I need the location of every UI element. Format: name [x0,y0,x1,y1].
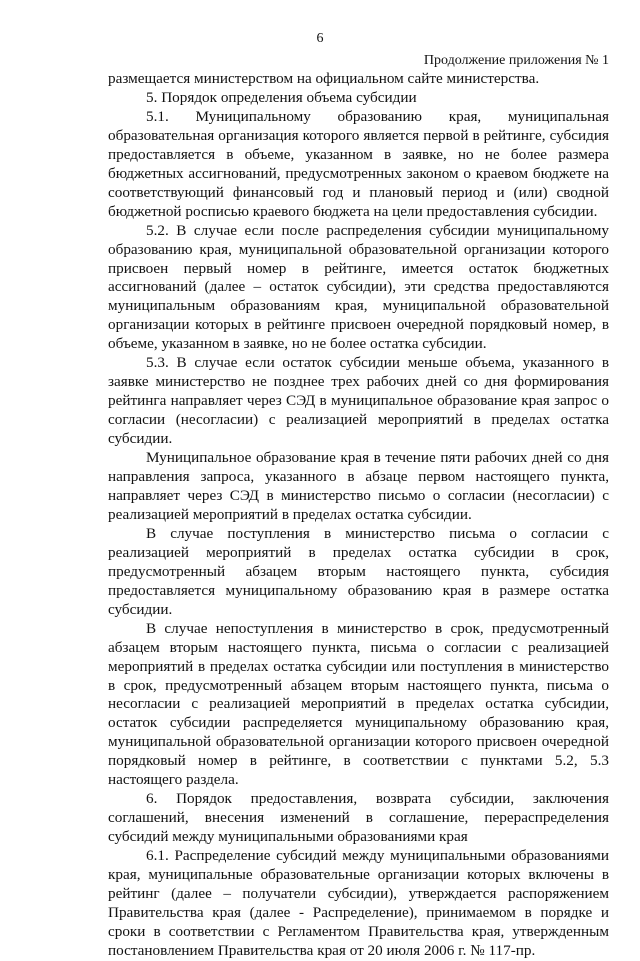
page-number: 6 [316,31,324,46]
paragraph-5-3: 5.3. В случае если остаток субсидии меньше объема, указанного в заявке министерство не позднее трех рабочих дней со дня формирования рейтинга направляет через СЭД в муниципальное образование края запрос о согласии (несогласии) с реализацией мероприятий в пределах остатка субсидии. [108,354,609,448]
paragraph-continuation: размещается министерством на официальном сайте министерства. [108,70,540,87]
paragraph-5-2: 5.2. В случае если после распределения субсидии муниципальному образованию края, муниципальной образовательной организации которого присвоен первый номер в рейтинге, имеется остаток бюджетных ассигнований (далее – остаток субсидии), эти средства предоставляются муниципальным образованиям края, муниципальной образовательной организации которых в рейтинге присвоен очередной порядковый номер, в объеме, указанном в заявке, но не более остатка субсидии. [108,221,609,353]
document-body [108,70,609,961]
paragraph-6-1: 6.1. Распределение субсидий между муниципальными образованиями края, муниципальные образовательные организации которых включены в рейтинг (далее – получатели субсидии), утверждается распоряжением Правительства края (далее - Распределение), принимаемом в порядке и сроки в соответствии с Регламентом Правительства края, утвержденным постановлением Правительства края от 20 июля 2006 г. № 117-пр. [108,847,609,959]
appendix-continuation-note: Продолжение приложения № 1 [423,53,609,68]
section-6-heading: 6. Порядок предоставления, возврата субсидии, заключения соглашений, внесения изменений в соглашение, перераспределения субсидий между муниципальными образованиями края [108,790,609,846]
paragraph-5-3-fourth: В случае непоступления в министерство в срок, предусмотренный абзацем вторым настоящего пункта, письма о согласии с реализацией мероприятий в пределах остатка субсидии или поступления в министерство в срок, предусмотренный абзацем вторым настоящего пункта, письма о несогласии с реализацией мероприятий в пределах остатка субсидии, остаток субсидии распределяется муниципальному образованию края, муниципальной образовательной организации которого присвоен очередной порядковый номер в рейтинге, в соответствии с пунктами 5.2, 5.3 настоящего раздела. [108,619,609,789]
section-5-heading: 5. Порядок определения объема субсидии [146,88,417,106]
paragraph-5-3-second: Муниципальное образование края в течение пяти рабочих дней со дня направления запроса, указанного в абзаце первом настоящего пункта, направляет через СЭД в министерство письмо о согласии (несогласии) с реализацией мероприятий в пределах остатка субсидии. [108,449,609,523]
paragraph-5-3-third: В случае поступления в министерство письма о согласии с реализацией мероприятий в пределах остатка субсидии в срок, предусмотренный абзацем вторым настоящего пункта, субсидия предоставляется муниципальному образованию края в размере остатка субсидии. [108,524,609,618]
paragraph-5-1: 5.1. Муниципальному образованию края, муниципальная образовательная организация которого является первой в рейтинге, субсидия предоставляется в объеме, указанном в заявке, но не более размера бюджетных ассигнований, предусмотренных законом о краевом бюджете на соответствующий финансовый год и плановый период и (или) сводной бюджетной росписью краевого бюджета на цели предоставления субсидии. [108,107,609,220]
